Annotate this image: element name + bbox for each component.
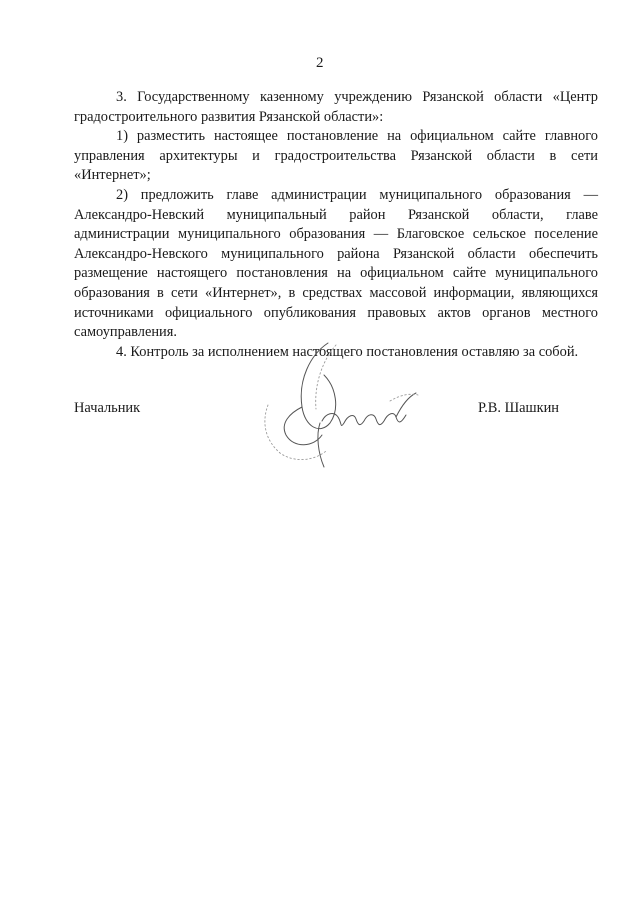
- page-number: 2: [316, 55, 324, 71]
- paragraph-subitem-1: 1) разместить настоящее постановление на официальном сайте главного управления архитектуры и градостроительства Рязанской области в сети «Интернет»;: [74, 128, 598, 184]
- paragraph-subitem-2: 2) предложить главе администрации муниципального образования — Александро-Невский муниципальный район Рязанской области, главе администрации муниципального образования — Благовское сельское поселение Александро-Невского муниципального района Рязанской области обеспечить размещение настоящего постановления на официальном сайте муниципального образования в сети «Интернет», в средствах массовой информации, являющихся источниками официального опубликования правовых актов органов местного самоуправления.: [74, 186, 598, 341]
- paragraph-item-4: 4. Контроль за исполнением настоящего постановления оставляю за собой.: [116, 343, 579, 360]
- signatory-title: Начальник: [74, 400, 141, 416]
- document-body: [74, 88, 598, 362]
- handwritten-signature: [250, 335, 420, 475]
- paragraph-item-3: 3. Государственному казенному учреждению Рязанской области «Центр градостроительного развития Рязанской области»:: [74, 89, 598, 125]
- signatory-name: Р.В. Шашкин: [478, 400, 559, 416]
